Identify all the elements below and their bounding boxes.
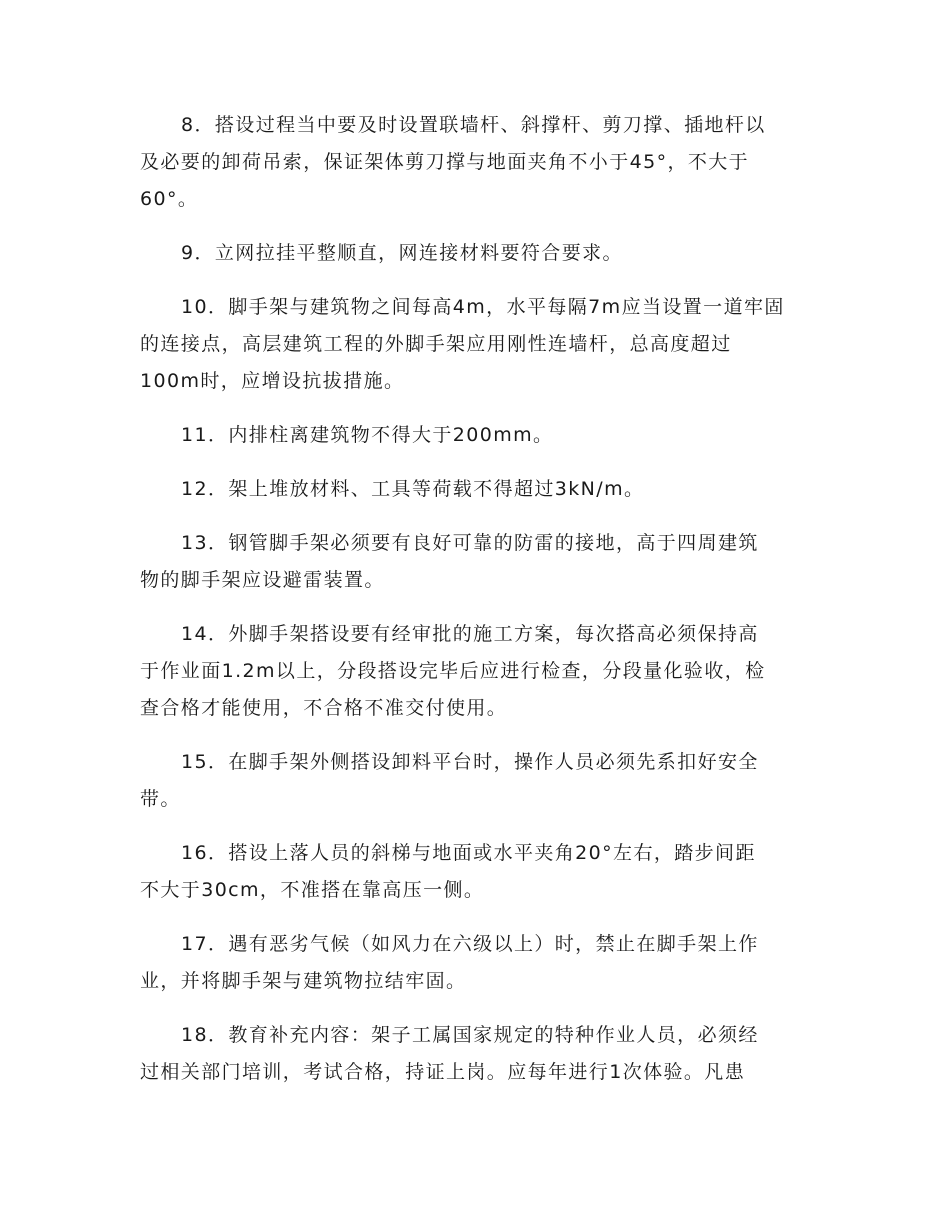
paragraph-line: 60°。 [140, 188, 199, 210]
paragraph-line: 于作业面1.2m以上，分段搭设完毕后应进行检查，分段量化验收，检 [140, 660, 766, 682]
paragraph-line: 查合格才能使用，不合格不准交付使用。 [140, 697, 508, 719]
paragraph-line: 业，并将脚手架与建筑物拉结牢固。 [140, 970, 467, 992]
paragraph-line: 8．搭设过程当中要及时设置联墙杆、斜撑杆、剪刀撑、插地杆以 [181, 114, 766, 136]
paragraph-line: 9．立网拉挂平整顺直，网连接材料要符合要求。 [181, 242, 623, 264]
paragraph-line: 100m时，应增设抗拔措施。 [140, 370, 405, 392]
paragraph-line: 13．钢管脚手架必须要有良好可靠的防雷的接地，高于四周建筑 [181, 532, 759, 554]
paragraph-line: 不大于30cm，不准搭在靠高压一侧。 [140, 879, 485, 901]
paragraph-line: 及必要的卸荷吊索，保证架体剪刀撑与地面夹角不小于45°，不大于 [140, 151, 750, 173]
paragraph-17 [140, 926, 810, 1000]
paragraph-line: 过相关部门培训，考试合格，持证上岗。应每年进行1次体验。凡患 [140, 1061, 746, 1083]
paragraph-line: 物的脚手架应设避雷装置。 [140, 569, 385, 591]
paragraph-9 [140, 235, 810, 272]
paragraph-line: 的连接点，高层建筑工程的外脚手架应用刚性连墙杆，总高度超过 [140, 333, 732, 355]
paragraph-10 [140, 289, 810, 400]
paragraph-line: 10．脚手架与建筑物之间每高4m，水平每隔7m应当设置一道牢固 [181, 296, 785, 318]
paragraph-13 [140, 525, 810, 599]
paragraph-11 [140, 417, 810, 454]
paragraph-line: 17．遇有恶劣气候（如风力在六级以上）时，禁止在脚手架上作 [181, 933, 759, 955]
paragraph-18 [140, 1017, 810, 1091]
paragraph-line: 带。 [140, 788, 181, 810]
paragraph-line: 18．教育补充内容：架子工属国家规定的特种作业人员，必须经 [181, 1024, 759, 1046]
paragraph-15 [140, 744, 810, 818]
paragraph-16 [140, 835, 810, 909]
paragraph-line: 15．在脚手架外侧搭设卸料平台时，操作人员必须先系扣好安全 [181, 751, 759, 773]
paragraph-line: 11．内排柱离建筑物不得大于200mm。 [181, 424, 554, 446]
paragraph-12 [140, 471, 810, 508]
paragraph-line: 12．架上堆放材料、工具等荷载不得超过3kN/m。 [181, 478, 645, 500]
paragraph-8 [140, 107, 810, 218]
paragraph-line: 16．搭设上落人员的斜梯与地面或水平夹角20°左右，踏步间距 [181, 842, 756, 864]
paragraph-line: 14．外脚手架搭设要有经审批的施工方案，每次搭高必须保持高 [181, 623, 759, 645]
paragraph-14 [140, 616, 810, 727]
document-body [140, 107, 810, 1108]
